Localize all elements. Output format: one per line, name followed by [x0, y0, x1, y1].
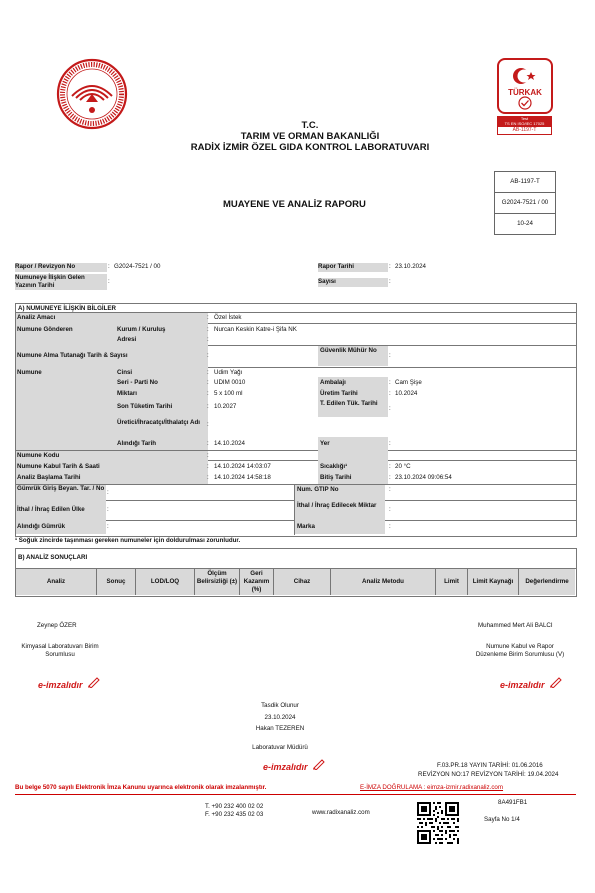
- esign-text: e-imzalıdır: [500, 680, 545, 690]
- ithal-ulke-label: İthal / İhraç Edilen Ülke: [17, 506, 85, 513]
- son-tuketim-label: Son Tüketim Tarihi: [117, 403, 173, 410]
- section-a-title: A) NUMUNEYE İLİŞKİN BİLGİLER: [18, 305, 116, 312]
- page-number: Sayfa No 1/4: [484, 816, 520, 823]
- colon: :: [389, 440, 391, 447]
- marka-label: Marka: [297, 523, 315, 530]
- bitis-label: Bitiş Tarihi: [320, 474, 352, 481]
- esign-text: e-imzalıdır: [263, 762, 308, 772]
- kurum-label: Kurum / Kuruluş: [117, 326, 166, 333]
- colon: :: [207, 379, 209, 386]
- doc-box-accreditation: AB-1197-T: [494, 171, 556, 193]
- qr-code-icon: [417, 802, 459, 844]
- header-line1: T.C.: [301, 120, 319, 131]
- col-metod: Analiz Metodu: [362, 578, 404, 585]
- manager-title: Laboratuvar Müdürü: [252, 744, 308, 751]
- colon: :: [389, 405, 391, 412]
- colon: :: [207, 463, 209, 470]
- right-signer-name: Muhammed Mert Ali BALCI: [478, 622, 553, 629]
- baslama-value: 14.10.2024 14:58:18: [214, 474, 271, 481]
- cinsi-label: Cinsi: [117, 369, 133, 376]
- verify-code: 8A491FB1: [498, 799, 528, 806]
- turkak-small2: TS EN ISO/IEC 17025: [504, 121, 545, 126]
- gonderen-label: Numune Gönderen: [17, 326, 73, 333]
- left-esign: [38, 675, 101, 693]
- colon: :: [108, 263, 110, 270]
- seri-value: UDIM 0010: [214, 379, 246, 386]
- miktari-label: Miktarı: [117, 390, 137, 397]
- col-analiz: Analiz: [46, 578, 66, 585]
- tasdik-date: 23.10.2024: [264, 714, 296, 721]
- colon: :: [207, 474, 209, 481]
- analiz-amaci-label: Analiz Amacı: [17, 314, 56, 321]
- footer-phone: T. +90 232 400 02 02: [205, 803, 264, 810]
- bitis-value: 23.10.2024 09:06:54: [395, 474, 452, 481]
- adresi-label: Adresi: [117, 336, 137, 343]
- uretici-label: Üretici/İhracatçı/İthalatçı Adı: [117, 419, 200, 426]
- doc-box-date: 10-24: [494, 214, 556, 235]
- col-limit-kaynagi: Limit Kaynağı: [472, 578, 514, 585]
- esign-text: e-imzalıdır: [38, 680, 83, 690]
- sicaklik-label: Sıcaklığı¹: [320, 463, 348, 470]
- form-info-line1: F.03.PR.18 YAYIN TARİHİ: 01.06.2016: [437, 762, 543, 769]
- col-lodloq: LOD/LOQ: [150, 578, 180, 585]
- rapor-tarihi-value: 23.10.2024: [395, 263, 426, 270]
- kabul-label: Numune Kabul Tarih & Saati: [17, 463, 100, 470]
- colon: :: [207, 452, 209, 459]
- check-icon: [499, 96, 551, 110]
- legal-notice: Bu belge 5070 sayılı Elektronik İmza Kanunu uyarınca elektronik olarak imzalanmıştır.: [15, 784, 267, 791]
- colon: :: [207, 421, 209, 428]
- analiz-amaci-value: Özel İstek: [214, 314, 242, 321]
- gumruk-beyan-label: Gümrük Giriş Beyan. Tar. / No: [17, 485, 105, 492]
- colon: :: [207, 336, 209, 343]
- sayisi-label: Sayısı: [318, 278, 388, 287]
- col-degerlendirme: Değerlendirme: [525, 578, 569, 585]
- manager-esign: [263, 757, 326, 775]
- son-tuketim-value: 10.2027: [214, 403, 237, 410]
- pen-icon: [549, 676, 563, 688]
- turkak-small1: Test: [520, 116, 529, 121]
- turkak-brand: TÜRKAK: [508, 88, 542, 97]
- numune-label: Numune: [17, 369, 42, 376]
- right-esign: [500, 675, 563, 693]
- rapor-tarihi-label: Rapor Tarihi: [318, 263, 388, 272]
- alindigi-label: Alındığı Tarih: [117, 440, 157, 447]
- colon: :: [389, 474, 391, 481]
- report-title: MUAYENE VE ANALİZ RAPORU: [223, 199, 366, 210]
- colon: :: [389, 352, 391, 359]
- form-info-line2: REVİZYON NO:17 REVİZYON TARİHİ: 19.04.2024: [418, 771, 559, 778]
- colon: :: [389, 523, 391, 530]
- uretim-label: Üretim Tarihi: [320, 390, 358, 397]
- col-cihaz: Cihaz: [293, 578, 311, 585]
- colon: :: [107, 523, 109, 530]
- footnote: ¹ Soğuk zincirde taşınması gereken numuneler için doldurulması zorunludur.: [15, 537, 241, 544]
- cinsi-value: Udim Yağı: [214, 369, 243, 376]
- colon: :: [207, 390, 209, 397]
- doc-box-report-no: G2024-7521 / 00: [494, 193, 556, 214]
- col-belirsizlik: Ölçüm Belirsizliği (±): [196, 570, 238, 585]
- colon: :: [207, 314, 209, 321]
- yer-label: Yer: [320, 440, 330, 447]
- footer-fax: F. +90 232 435 02 03: [205, 811, 264, 818]
- col-limit: Limit: [444, 578, 459, 585]
- colon: :: [389, 263, 391, 270]
- uretim-value: 10.2024: [395, 390, 418, 397]
- pen-icon: [87, 676, 101, 688]
- gtip-label: Num. GTIP No: [297, 486, 339, 493]
- baslama-label: Analiz Başlama Tarihi: [17, 474, 81, 481]
- alindigi-gumruk-label: Alındığı Gümrük: [17, 523, 66, 530]
- doc-boxes: [494, 171, 556, 235]
- kodu-label: Numune Kodu: [17, 452, 60, 459]
- muhur-label: Güvenlik Mühür No: [320, 347, 377, 354]
- kabul-value: 14.10.2024 14:03:07: [214, 463, 271, 470]
- footer-web[interactable]: www.radixanaliz.com: [312, 809, 370, 816]
- turkak-logo: [497, 58, 552, 142]
- colon: :: [108, 278, 110, 285]
- ambalaj-label: Ambalajı: [320, 379, 346, 386]
- tutanak-label: Numune Alma Tutanağı Tarih & Sayısı: [17, 352, 128, 359]
- colon: :: [207, 369, 209, 376]
- header-line3: RADİX İZMİR ÖZEL GIDA KONTROL LABORATUVARI: [190, 142, 430, 153]
- colon: :: [207, 326, 209, 333]
- colon: :: [107, 506, 109, 513]
- colon: :: [389, 379, 391, 386]
- sicaklik-value: 20 °C: [395, 463, 411, 470]
- ministry-seal: [56, 58, 128, 130]
- turkak-code: AB-1197-T: [497, 126, 552, 135]
- colon: :: [389, 463, 391, 470]
- right-signer-title: Numune Kabul ve Rapor Düzenleme Birim Sorumlusu (V): [475, 643, 565, 658]
- colon: :: [389, 486, 391, 493]
- header-line2: TARIM VE ORMAN BAKANLIĞI: [240, 131, 380, 142]
- left-signer-title: Kimyasal Laboratuvarı Birim Sorumlusu: [21, 643, 99, 658]
- col-geri-kazanim: Geri Kazanım (%): [243, 570, 270, 593]
- tasdik-text: Tasdik Olunur: [261, 702, 299, 709]
- col-sonuc: Sonuç: [106, 578, 126, 585]
- verify-link[interactable]: E-İMZA DOĞRULAMA : eimza-izmir.radixanaliz.com: [360, 784, 504, 791]
- colon: :: [107, 489, 109, 496]
- tedilen-label: T. Edilen Tük. Tarihi: [320, 400, 378, 407]
- colon: :: [389, 390, 391, 397]
- ambalaj-value: Cam Şişe: [395, 379, 422, 386]
- colon: :: [389, 506, 391, 513]
- pen-icon: [312, 758, 326, 770]
- miktari-value: 5 x 100 ml: [214, 390, 243, 397]
- kurum-value: Nurcan Keskin Katre-i Şifa NK: [214, 326, 297, 333]
- seri-label: Seri - Parti No: [117, 379, 158, 386]
- colon: :: [389, 278, 391, 285]
- alindigi-value: 14.10.2024: [214, 440, 245, 447]
- numune-yazi-label: Numuneye İlişkin Gelen Yazının Tarihi: [15, 274, 107, 290]
- manager-name: Hakan TEZEREN: [255, 725, 305, 732]
- header-title: [150, 120, 470, 153]
- colon: :: [207, 440, 209, 447]
- section-b-title: B) ANALİZ SONUÇLARI: [18, 554, 88, 561]
- colon: :: [207, 352, 209, 359]
- ithal-miktar-label: İthal / İhraç Edilecek Miktar: [297, 502, 377, 509]
- rapor-no-label: Rapor / Revizyon No: [15, 263, 107, 272]
- colon: :: [207, 403, 209, 410]
- rapor-no-value: G2024-7521 / 00: [114, 263, 161, 270]
- left-signer-name: Zeynep ÖZER: [37, 622, 77, 629]
